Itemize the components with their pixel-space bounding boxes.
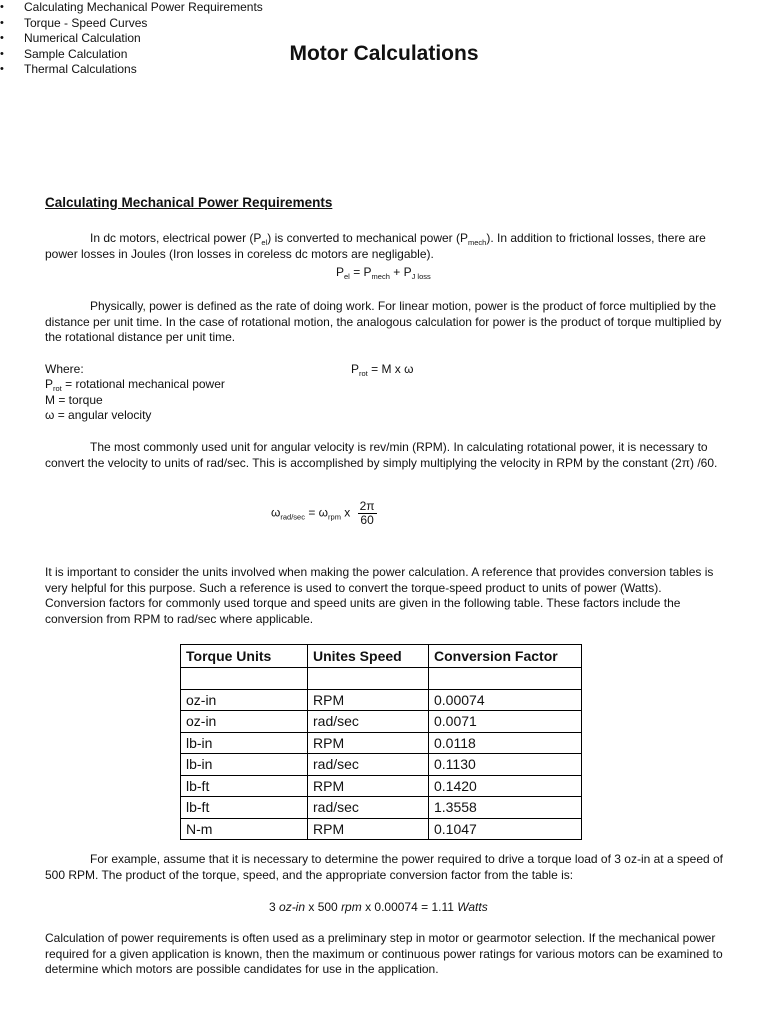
table-cell: lb-in bbox=[181, 732, 308, 754]
table-row bbox=[181, 797, 582, 819]
equation-rotational-power: $P_{rot} = M$ x ω bbox=[351, 362, 414, 378]
table-row bbox=[181, 668, 582, 690]
topic-list bbox=[0, 0, 768, 78]
table-cell: N-m bbox=[181, 818, 308, 840]
table-row bbox=[181, 732, 582, 754]
table-cell: 0.1130 bbox=[429, 754, 582, 776]
table-cell: 0.00074 bbox=[429, 689, 582, 711]
equation-rpm-conversion: $\omega_{rad/sec} = \omega_{rpm}$ x $\frac{2\pi}{60}$ bbox=[271, 499, 375, 527]
column-header-conversion-factor: Conversion Factor bbox=[429, 645, 582, 668]
paragraph-electrical-power: In dc motors, electrical power $(P_{el})$ is converted to mechanical power $(P_{mech})$. In addition to frictional losses, there are power losses in Joules (Iron losses in coreless dc motors are negligable). bbox=[45, 231, 706, 261]
equation-power-balance: $P_{el} = P_{mech} + P_{J loss}$ bbox=[336, 265, 431, 281]
table-cell: RPM bbox=[308, 732, 429, 754]
list-item: • Torque - Speed Curves bbox=[0, 16, 768, 32]
table-cell: 0.0118 bbox=[429, 732, 582, 754]
table-cell: rad/sec bbox=[308, 797, 429, 819]
where-label: Where: bbox=[45, 362, 84, 376]
table-cell: 0.1047 bbox=[429, 818, 582, 840]
table-cell: RPM bbox=[308, 689, 429, 711]
equation-example-result: 3 oz-in x 500 rpm x 0.00074 = 1.11 Watts bbox=[269, 900, 488, 914]
fraction-2pi-over-60: $\frac{2\pi}{60}$ bbox=[359, 499, 375, 527]
table-cell bbox=[429, 668, 582, 690]
table-row bbox=[181, 711, 582, 733]
table-row bbox=[181, 775, 582, 797]
column-header-torque-units: Torque Units bbox=[181, 645, 308, 668]
table-cell: RPM bbox=[308, 775, 429, 797]
list-item: • Thermal Calculations bbox=[0, 62, 768, 78]
table-cell bbox=[181, 668, 308, 690]
table-cell bbox=[308, 668, 429, 690]
paragraph-example: For example, assume that it is necessary to determine the power required to drive a torque load of 3 oz-in at a speed of 500 RPM. The product of the torque, speed, and the appropriate conversion factor from the table is: bbox=[45, 852, 724, 882]
table-cell: lb-ft bbox=[181, 775, 308, 797]
conversion-factor-table bbox=[180, 644, 582, 840]
list-item: • Numerical Calculation bbox=[0, 31, 768, 47]
table-cell: rad/sec bbox=[308, 711, 429, 733]
list-item: • Sample Calculation bbox=[0, 47, 768, 63]
table-row bbox=[181, 818, 582, 840]
table-cell: rad/sec bbox=[308, 754, 429, 776]
table-cell: RPM bbox=[308, 818, 429, 840]
paragraph-power-definition: Physically, power is defined as the rate of doing work. For linear motion, power is the product of force multiplied by the distance per unit time. In the case of rotational motion, the analogous calculation for power is the product of torque multiplied by the rotational distance per unit time. bbox=[45, 299, 722, 344]
table-cell: lb-ft bbox=[181, 797, 308, 819]
column-header-units-speed: Unites Speed bbox=[308, 645, 429, 668]
table-row bbox=[181, 754, 582, 776]
table-cell: 0.1420 bbox=[429, 775, 582, 797]
table-cell: oz-in bbox=[181, 711, 308, 733]
list-item: • Calculating Mechanical Power Requirements bbox=[0, 0, 768, 16]
table-cell: lb-in bbox=[181, 754, 308, 776]
page-title: Motor Calculations bbox=[289, 42, 479, 65]
paragraph-units: It is important to consider the units involved when making the power calculation. A reference that provides conversion tables is very helpful for this purpose. Such a reference is used to convert the torque-speed product to units of power (Watts). Conversion factors for commonly used torque and speed units are given in the following table. These factors include the conversion from RPM to rad/sec where applicable. bbox=[45, 565, 714, 626]
table-cell: 1.3558 bbox=[429, 797, 582, 819]
section-heading: Calculating Mechanical Power Requirements bbox=[45, 195, 333, 210]
table-cell: oz-in bbox=[181, 689, 308, 711]
definition-torque: M = torque bbox=[45, 393, 103, 407]
definition-prot: $P_{rot}$ = rotational mechanical power bbox=[45, 377, 225, 393]
paragraph-power-requirements: Calculation of power requirements is often used as a preliminary step in motor or gearmotor selection. If the mechanical power required for a given application is known, then the maximum or continuous power ratings for various motors can be examined to determine which motors are possible candidates for use in the application. bbox=[45, 931, 723, 976]
paragraph-angular-velocity: The most commonly used unit for angular velocity is rev/min (RPM). In calculating rotational power, it is necessary to convert the velocity to units of rad/sec. This is accomplished by simply multiplying the velocity in RPM by the constant (2π) /60. bbox=[45, 440, 718, 470]
table-row bbox=[181, 689, 582, 711]
definition-angular-velocity: ω = angular velocity bbox=[45, 408, 152, 422]
table-header-row bbox=[181, 645, 582, 668]
table-cell: 0.0071 bbox=[429, 711, 582, 733]
